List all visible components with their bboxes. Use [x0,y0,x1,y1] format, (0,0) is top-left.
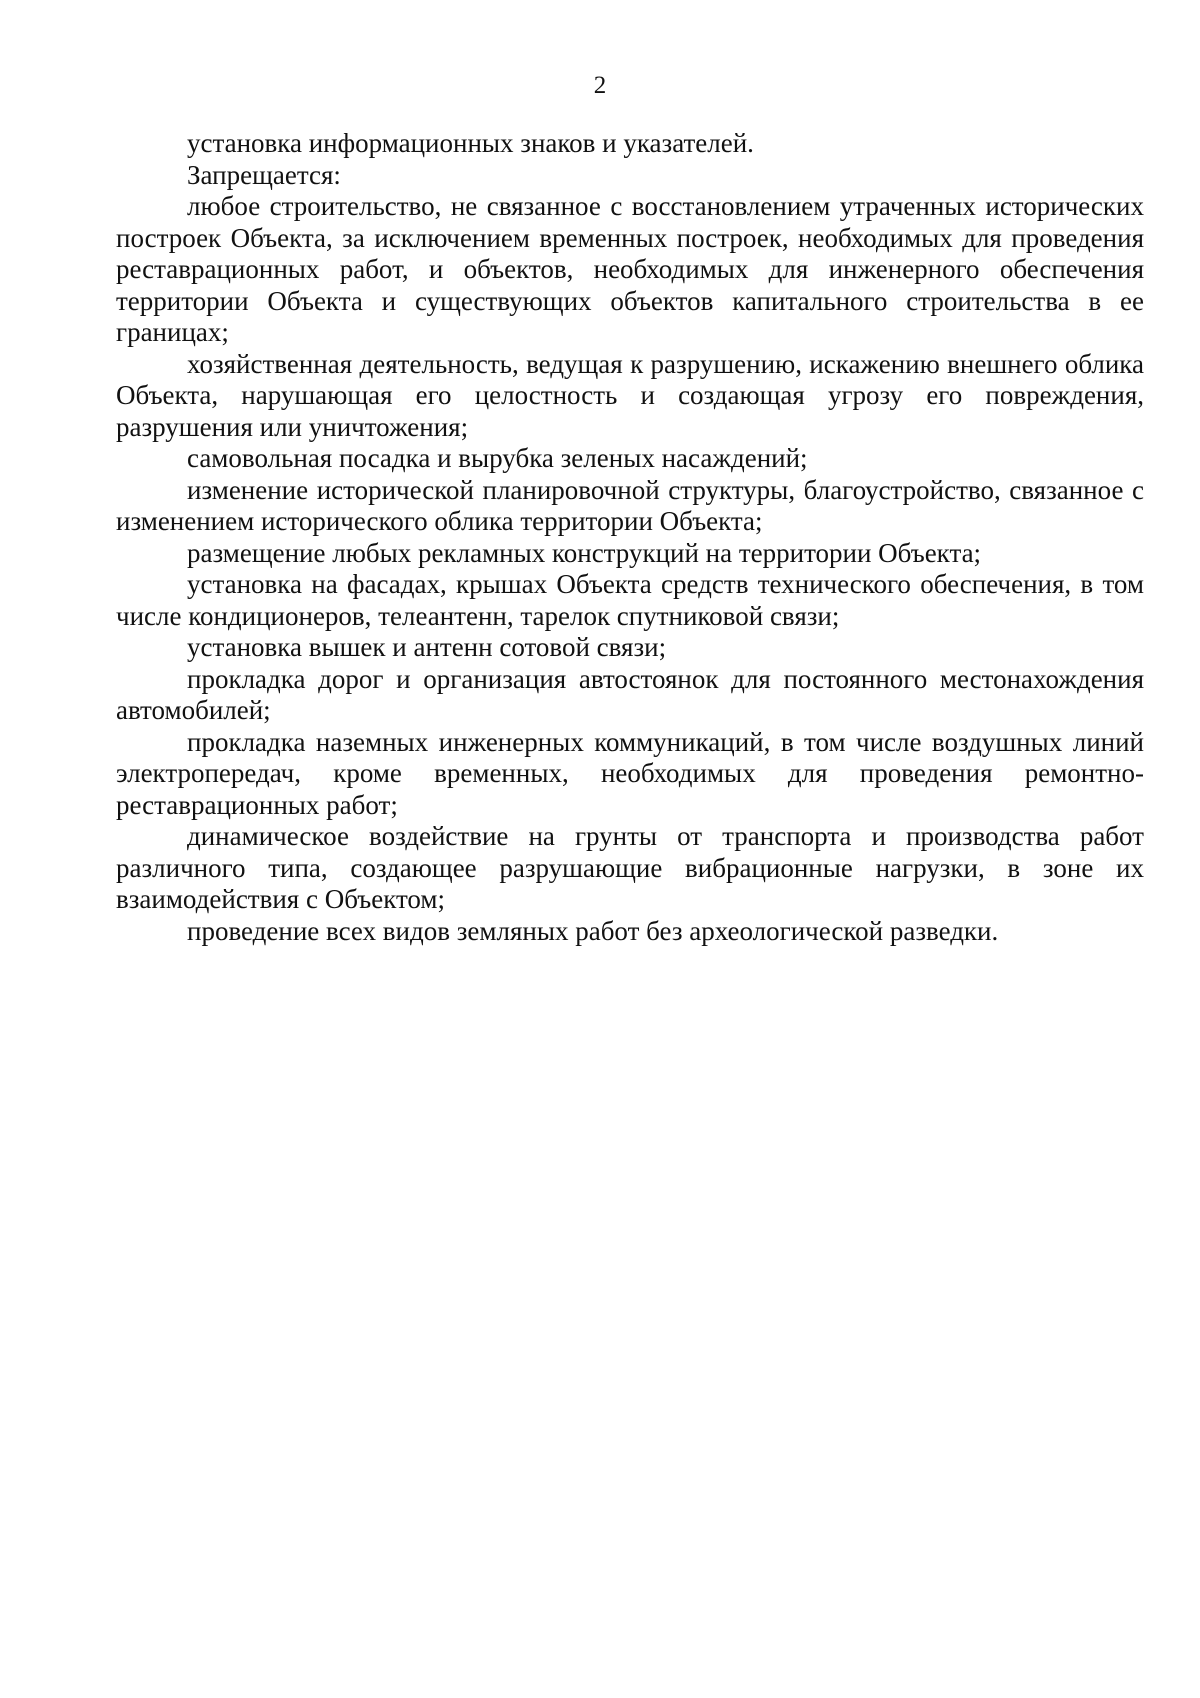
paragraph-earthworks: проведение всех видов земляных работ без археологической разведки. [187,915,999,946]
paragraph-info-signs: установка информационных знаков и указателей. [187,128,754,158]
paragraph-advertising: размещение любых рекламных конструкций на территории Объекта; [187,537,982,568]
paragraph-economic-activity: хозяйственная деятельность, ведущая к разрушению, искажению внешнего облика Объекта, нарушающая его целостность и создающая угрозу его повреждения, разрушения или уничтожения; [116,348,1144,442]
paragraph-facade-equipment: установка на фасадах, крышах Объекта средств технического обеспечения, в том числе кондиционеров, телеантенн, тарелок спутниковой связи; [116,569,1144,631]
paragraph-planning-structure: изменение исторической планировочной структуры, благоустройство, связанное с изменением исторического облика территории Объекта; [116,474,1144,536]
page-number: 2 [593,72,607,99]
paragraph-construction: любое строительство, не связанное с восстановлением утраченных исторических построек Объекта, за исключением временных построек, необходимых для проведения реставрационных работ, и объектов, необходимых для инженерного обеспечения территории Объекта и существующих объектов капитального строительства в ее границах; [116,191,1144,347]
paragraph-utilities: прокладка наземных инженерных коммуникаций, в том числе воздушных линий электропередач, кроме временных, необходимых для проведения ремонтно-реставрационных работ; [116,726,1144,820]
paragraph-cell-towers: установка вышек и антенн сотовой связи; [187,632,667,662]
paragraph-dynamic-impact: динамическое воздействие на грунты от транспорта и производства работ различного типа, создающее разрушающие вибрационные нагрузки, в зоне их взаимодействия с Объектом; [116,821,1144,914]
paragraph-planting-felling: самовольная посадка и вырубка зеленых насаждений; [187,443,808,473]
paragraph-roads-parking: прокладка дорог и организация автостоянок для постоянного местонахождения автомобилей; [116,663,1144,725]
paragraph-prohibited-heading: Запрещается: [187,159,341,190]
document-body [116,128,1144,947]
